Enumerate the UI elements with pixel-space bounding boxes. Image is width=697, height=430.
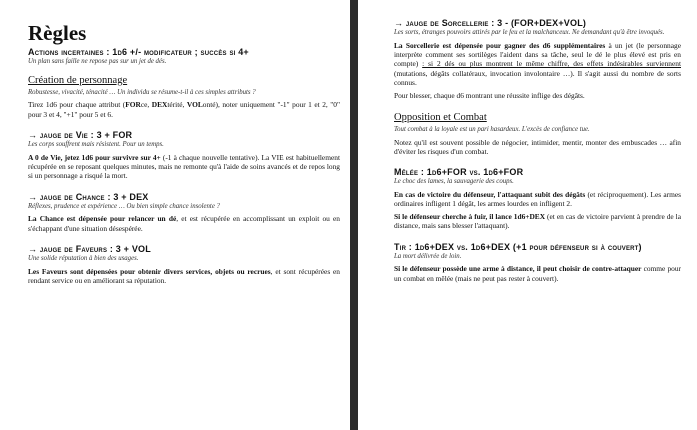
attr-dex: DEX xyxy=(151,100,168,110)
creation-text-part: ce, xyxy=(140,100,152,110)
attr-vol: VOL xyxy=(186,100,203,110)
right-page xyxy=(358,0,697,430)
melee-rule-1: En cas de victoire du défenseur, l'attaquant subit des dégâts xyxy=(394,190,586,200)
creation-heading: Création de personnage xyxy=(28,74,128,86)
sorcellerie-damage: Pour blesser, chaque d6 montrant une réussite inflige des dégâts. xyxy=(394,90,585,100)
melee-text-2 xyxy=(394,212,681,231)
opposition-text: Notez qu'il est souvent possible de négocier, intimider, mentir, monter des embuscades … afin d'éviter les risques d'un combat. xyxy=(394,137,681,157)
page-title: Règles xyxy=(28,21,87,45)
opposition-note: Tout combat à la loyale est un pari hasardeux. L'excès de confiance tue. xyxy=(394,126,590,134)
creation-text-part: Tirez 1d6 pour chaque attribut ( xyxy=(28,100,126,110)
tir-text xyxy=(394,264,681,283)
tir-detail: comme pour un combat en mêlée (mais ne peut pas rester à couvert). xyxy=(394,264,681,283)
actions-heading: Actions incertaines : 1d6 +/- modificateur ; succès si 4+ xyxy=(28,47,249,57)
creation-text xyxy=(28,100,340,119)
vie-detail: (-1 à chaque nouvelle tentative). La VIE est habituellement récupérée en se reposant quelques minutes, mais ne remonte qu'à l'aide de soins avancés et de repos long si un personnage a risqué la mort. xyxy=(28,152,340,181)
sorcellerie-detail-2: (mutations, dégâts collatéraux, invocation involontaire …). Il s'agit aussi du nombre de sorts connus. xyxy=(394,68,681,88)
faveurs-rule: Les Faveurs sont dépensées pour obtenir divers services, objets ou recrues xyxy=(28,266,271,276)
chance-text xyxy=(28,214,340,233)
creation-text-part: onté), noter uniquement "-1" pour 1 et 2, "0" pour 3 et 4, "+1" pour 5 et 6. xyxy=(28,100,340,119)
faveurs-heading: → jauge de Faveurs : 3 + VOL xyxy=(28,244,151,255)
vie-rule: A 0 de Vie, jetez 1d6 pour survivre sur 4+ xyxy=(28,152,161,162)
attr-for: FOR xyxy=(125,100,141,110)
melee-text-1 xyxy=(394,190,681,209)
faveurs-text xyxy=(28,267,340,286)
opposition-heading: Opposition et Combat xyxy=(394,112,487,124)
creation-note: Robustesse, vivacité, ténacité … Un individu se résume-t-il à ces simples attributs ? xyxy=(28,88,256,96)
faveurs-note: Une solide réputation à bien des usages. xyxy=(28,255,139,263)
actions-note: Un plan sans faille ne repose pas sur un jet de dés. xyxy=(28,58,167,65)
vie-text xyxy=(28,153,340,181)
melee-rule-2: Si le défenseur cherche à fuir, il lance 1d6+DEX xyxy=(394,211,546,221)
chance-rule: La Chance est dépensée pour relancer un dé xyxy=(28,214,177,224)
faveurs-detail: , et sont récupérées en rendant service ou en améliorant sa réputation. xyxy=(28,266,340,286)
sorcellerie-detail: à un jet (le personnage interprète comment ses sortilèges l'aident dans sa tâche, seul le dé le plus élevé est pris en compte) xyxy=(394,40,681,69)
sorcellerie-rule: La Sorcellerie est dépensée pour gagner des d6 supplémentaires xyxy=(394,40,606,50)
sorcellerie-note: Les sorts, étranges pouvoirs attirés par le feu et la malchanceux. Ne demandant qu'à être invoqués. xyxy=(394,29,665,36)
sorcellerie-text xyxy=(394,41,681,88)
vie-note: Les corps souffrent mais résistent. Pour un temps. xyxy=(28,141,164,148)
vie-heading: → jauge de Vie : 3 + FOR xyxy=(28,130,133,140)
melee-detail-1: (et réciproquement). Les armes ordinaires infligent 1 dégât, les armes lourdes en infligent 2. xyxy=(394,190,681,209)
chance-detail: , et est récupérée en accomplissant un exploit ou en s'échappant d'une situation désespérée. xyxy=(28,214,340,233)
chance-heading: → jauge de Chance : 3 + DEX xyxy=(28,191,149,202)
melee-note: Le choc des lames, la sauvagerie des coups. xyxy=(394,178,514,186)
chance-note: Réflexes, prudence et expérience … Ou bien simple chance insolente ? xyxy=(28,202,220,210)
creation-text-part: térité, xyxy=(167,100,187,110)
tir-rule: Si le défenseur possède une arme à distance, il peut choisir de contre-attaquer xyxy=(394,264,642,274)
melee-heading: Mêlée : 1d6+FOR vs. 1d6+FOR xyxy=(394,167,524,178)
page-gutter xyxy=(350,0,358,430)
melee-detail-2: (et en cas de victoire parvient à prendre de la distance, mais sans blesser l'attaquant). xyxy=(394,211,681,231)
sorcellerie-heading: → jauge de Sorcellerie : 3 - (FOR+DEX+VOL) xyxy=(394,18,587,28)
tir-heading: Tir : 1d6+DEX vs. 1d6+DEX (+1 pour défenseur si à couvert) xyxy=(394,241,642,252)
sorcellerie-warning: : si 2 dés ou plus montrent le même chiffre, des effets indésirables surviennent xyxy=(422,59,681,69)
tir-note: La mort délivrée de loin. xyxy=(394,252,462,260)
